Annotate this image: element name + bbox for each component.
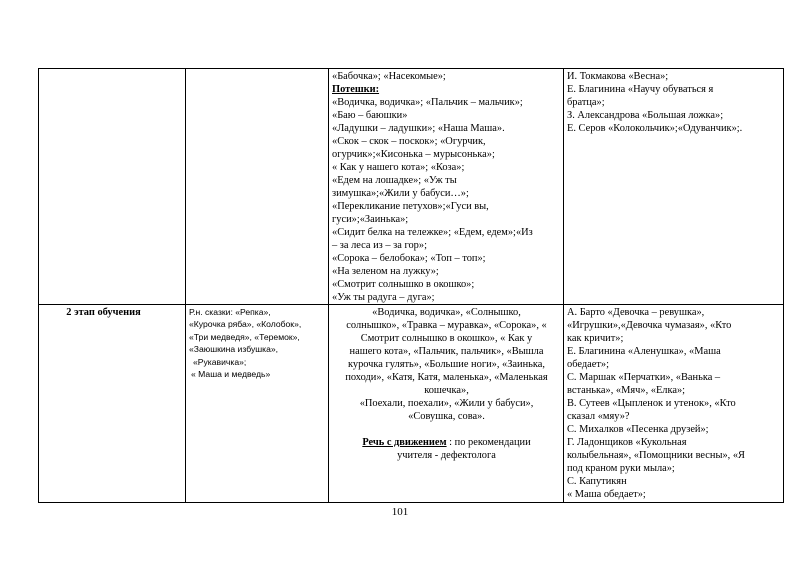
text-line: З. Александрова «Большая ложка»; bbox=[567, 110, 724, 121]
text-line: «На зеленом на лужку»; bbox=[332, 266, 439, 277]
text-line: «Смотрит солнышко в окошко»; bbox=[332, 279, 475, 290]
text-line: «Игрушки»,«Девочка чумазая», «Кто bbox=[567, 320, 732, 331]
text-line: Г. Ладонщиков «Кукольная bbox=[567, 437, 687, 448]
text-line: «Поехали, поехали», «Жили у бабуси», bbox=[359, 398, 534, 409]
text-line: С. Капутикян bbox=[567, 476, 627, 487]
text-line: «Три медведя», «Теремок», bbox=[189, 331, 300, 342]
text-line: нашего кота», «Пальчик, пальчик», «Вышла bbox=[349, 346, 544, 357]
text-line: «Водичка, водичка», «Солнышко, bbox=[372, 307, 521, 318]
text-line: В. Сутеев «Цыпленок и утенок», «Кто bbox=[567, 398, 736, 409]
text-line: А. Барто «Девочка – ревушка», bbox=[567, 307, 705, 318]
text-line: Е. Благинина «Научу обуваться я bbox=[567, 84, 714, 95]
text-line: И. Токмакова «Весна»; bbox=[567, 71, 669, 82]
authors-cell bbox=[564, 305, 784, 503]
nursery-rhymes-heading: Потешки: bbox=[332, 84, 380, 95]
speech-movement-heading: Речь с движением bbox=[362, 437, 447, 448]
table-row bbox=[39, 305, 784, 503]
text-line: « Маша обедает»; bbox=[567, 489, 646, 500]
text-line: колыбельная», «Помощники весны», «Я bbox=[567, 450, 745, 461]
text-line: «Скок – скок – поскок»; «Огурчик, bbox=[332, 136, 486, 147]
page-number: 101 bbox=[391, 506, 409, 518]
text-line: «Курочка ряба», «Колобок», bbox=[189, 319, 302, 330]
text-line: – за леса из – за гор»; bbox=[332, 240, 427, 251]
text-fragment: : по рекомендации bbox=[446, 437, 531, 448]
text-line: кошечка», bbox=[424, 385, 469, 396]
folklore-cell bbox=[329, 305, 564, 503]
text-line: «Баю – баюшки» bbox=[332, 110, 408, 121]
text-line: солнышко», «Травка – муравка», «Сорока», « bbox=[346, 320, 547, 331]
text-line: С. Маршак «Перчатки», «Ванька – bbox=[567, 372, 721, 383]
text-line: «Заюшкина избушка», bbox=[189, 344, 279, 355]
speech-movement-line bbox=[332, 436, 561, 449]
text-line: курочка гулять», «Большие ноги», «Заинька, bbox=[347, 359, 546, 370]
text-line: «Перекликание петухов»;«Гуси вы, bbox=[332, 201, 489, 212]
text-line: встанька», «Мяч», «Елка»; bbox=[567, 385, 686, 396]
program-table bbox=[38, 68, 784, 503]
text-line: « Маша и медведь» bbox=[191, 369, 271, 380]
text-line: Р.н. сказки: «Репка», bbox=[189, 307, 271, 317]
text-line: «Ладушки – ладушки»; «Наша Маша». bbox=[332, 123, 505, 134]
fairy-tales-cell-empty bbox=[186, 69, 329, 305]
text-line: «Бабочка»; «Насекомые»; bbox=[332, 71, 446, 82]
text-line: « Как у нашего кота»; «Коза»; bbox=[332, 162, 465, 173]
text-line: братца»; bbox=[567, 97, 605, 108]
text-line: Смотрит солнышко в окошко», « Как у bbox=[360, 333, 533, 344]
text-line: зимушка»;«Жили у бабуси…»; bbox=[332, 188, 469, 199]
text-line: «Сидит белка на тележке»; «Едем, едем»;«Из bbox=[332, 227, 533, 238]
text-line: обедает»; bbox=[567, 359, 609, 370]
text-line: под краном руки мыла»; bbox=[567, 463, 675, 474]
text-line: гуси»;«Заинька»; bbox=[332, 214, 409, 225]
folklore-cell bbox=[329, 69, 564, 305]
text-line: «Водичка, водичка»; «Пальчик – мальчик»; bbox=[332, 97, 523, 108]
stage-cell-empty bbox=[39, 69, 186, 305]
text-line: «Едем на лошадке»; «Уж ты bbox=[332, 175, 457, 186]
fairy-tales-cell bbox=[186, 305, 329, 503]
text-line: сказал «мяу»? bbox=[567, 411, 630, 422]
stage-cell bbox=[39, 305, 186, 503]
text-line: С. Михалков «Песенка друзей»; bbox=[567, 424, 709, 435]
text-line: как кричит»; bbox=[567, 333, 624, 344]
text-line: Е. Благинина «Аленушка», «Маша bbox=[567, 346, 721, 357]
authors-cell bbox=[564, 69, 784, 305]
text-line: «Уж ты радуга – дуга»; bbox=[332, 292, 435, 303]
text-line: «Рукавичка»; bbox=[193, 356, 247, 367]
text-line: походи», «Катя, Катя, маленька», «Маленькая bbox=[345, 372, 548, 383]
text-line: учителя - дефектолога bbox=[397, 450, 496, 461]
stage-label: 2 этап обучения bbox=[66, 307, 141, 318]
table-row bbox=[39, 69, 784, 305]
text-line: «Сорока – белобока»; «Топ – топ»; bbox=[332, 253, 486, 264]
text-line: Е. Серов «Колокольчик»;«Одуванчик»;. bbox=[567, 123, 743, 134]
text-line: огурчик»;«Кисонька – мурысонька»; bbox=[332, 149, 495, 160]
text-line: «Совушка, сова». bbox=[408, 411, 485, 422]
